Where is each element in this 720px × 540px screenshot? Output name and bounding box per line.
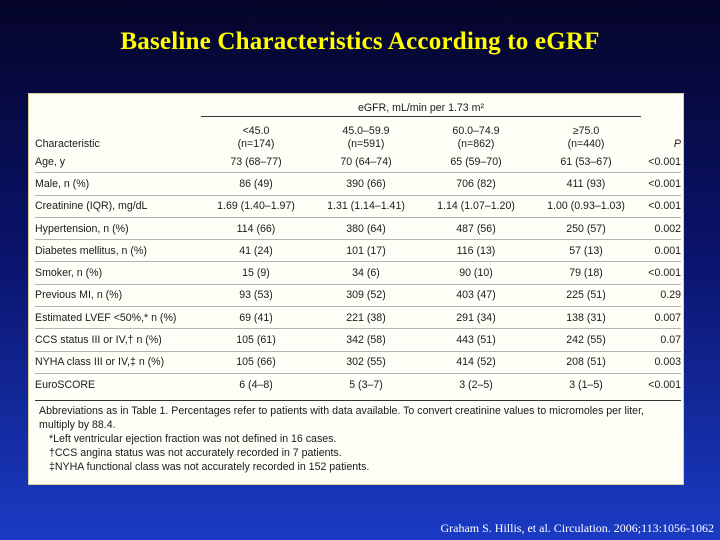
column-n: (n=591)	[347, 138, 385, 150]
cell: 414 (52)	[421, 351, 531, 373]
footnote-ccs: †CCS angina status was not accurately recorded in 7 patients.	[49, 447, 342, 459]
row-label: CCS status III or IV,† n (%)	[35, 329, 201, 351]
row-label: Smoker, n (%)	[35, 262, 201, 284]
table-row	[35, 173, 681, 195]
cell: 242 (55)	[531, 329, 641, 351]
p-value: 0.002	[641, 217, 681, 239]
column-header	[421, 117, 531, 152]
cell: 105 (66)	[201, 351, 311, 373]
cell: 1.31 (1.14–1.41)	[311, 195, 421, 217]
row-label: NYHA class III or IV,‡ n (%)	[35, 351, 201, 373]
cell: 86 (49)	[201, 173, 311, 195]
cell: 1.14 (1.07–1.20)	[421, 195, 531, 217]
p-value: <0.001	[648, 155, 681, 168]
cell: 34 (6)	[311, 262, 421, 284]
column-n: (n=440)	[567, 138, 605, 150]
cell: 411 (93)	[531, 173, 641, 195]
p-value: 0.001	[641, 240, 681, 262]
cell: 73 (68–77)	[230, 155, 282, 168]
row-label: Diabetes mellitus, n (%)	[35, 240, 201, 262]
egfr-group-header: eGFR, mL/min per 1.73 m²	[201, 99, 641, 117]
abbreviations-note: Abbreviations as in Table 1. Percentages refer to patients with data available. To convert creatinine values to micromoles per liter, multiply by 88.4.	[39, 405, 644, 431]
cell: 3 (1–5)	[531, 373, 641, 395]
table-row	[35, 195, 681, 217]
cell: 70 (64–74)	[340, 155, 392, 168]
column-n: (n=862)	[457, 138, 495, 150]
cell: 250 (57)	[531, 217, 641, 239]
cell: 443 (51)	[421, 329, 531, 351]
cell: 65 (59–70)	[450, 155, 502, 168]
cell: 390 (66)	[311, 173, 421, 195]
cell: 101 (17)	[311, 240, 421, 262]
p-value: <0.001	[641, 173, 681, 195]
cell: 291 (34)	[421, 307, 531, 329]
p-value: <0.001	[641, 195, 681, 217]
column-n: (n=174)	[237, 138, 275, 150]
cell: 93 (53)	[201, 284, 311, 306]
cell: 225 (51)	[531, 284, 641, 306]
column-header	[201, 117, 311, 152]
row-label: EuroSCORE	[35, 373, 201, 395]
p-value: <0.001	[641, 373, 681, 395]
cell: 90 (10)	[421, 262, 531, 284]
cell: 41 (24)	[201, 240, 311, 262]
footnote-nyha: ‡NYHA functional class was not accurately recorded in 152 patients.	[49, 461, 370, 473]
cell: 5 (3–7)	[311, 373, 421, 395]
column-header	[531, 117, 641, 152]
column-range: ≥75.0	[572, 125, 600, 137]
column-header	[311, 117, 421, 152]
cell: 138 (31)	[531, 307, 641, 329]
table-body	[35, 151, 681, 395]
cell: 116 (13)	[421, 240, 531, 262]
table-footnotes	[35, 400, 681, 474]
table-row	[35, 351, 681, 373]
cell: 1.69 (1.40–1.97)	[201, 195, 311, 217]
row-label: Hypertension, n (%)	[35, 217, 201, 239]
p-value-header: P	[673, 138, 681, 150]
column-range: <45.0	[242, 125, 270, 137]
cell: 57 (13)	[531, 240, 641, 262]
cell: 309 (52)	[311, 284, 421, 306]
column-range: 45.0–59.9	[342, 125, 390, 137]
footnote-lvef: *Left ventricular ejection fraction was not defined in 16 cases.	[49, 433, 337, 445]
p-value: <0.001	[641, 262, 681, 284]
row-label: Age, y	[35, 155, 66, 168]
table-row	[35, 284, 681, 306]
baseline-table	[35, 99, 681, 395]
slide-title: Baseline Characteristics According to eGRF	[120, 28, 600, 55]
cell: 6 (4–8)	[201, 373, 311, 395]
row-label: Male, n (%)	[35, 173, 201, 195]
cell: 3 (2–5)	[421, 373, 531, 395]
cell: 487 (56)	[421, 217, 531, 239]
group-header-row	[35, 99, 681, 117]
table-row	[35, 217, 681, 239]
column-range: 60.0–74.9	[452, 125, 500, 137]
cell: 208 (51)	[531, 351, 641, 373]
p-value: 0.007	[641, 307, 681, 329]
row-label: Previous MI, n (%)	[35, 284, 201, 306]
cell: 1.00 (0.93–1.03)	[531, 195, 641, 217]
cell: 221 (38)	[311, 307, 421, 329]
cell: 706 (82)	[421, 173, 531, 195]
citation: Graham S. Hillis, et al. Circulation. 2006;113:1056-1062	[440, 521, 714, 535]
row-label: Estimated LVEF <50%,* n (%)	[35, 307, 201, 329]
table-row	[35, 240, 681, 262]
table-panel	[28, 93, 684, 485]
column-header-row	[35, 117, 681, 152]
cell: 15 (9)	[201, 262, 311, 284]
cell: 403 (47)	[421, 284, 531, 306]
table-row	[35, 373, 681, 395]
cell: 105 (61)	[201, 329, 311, 351]
cell: 69 (41)	[201, 307, 311, 329]
characteristic-header: Characteristic	[35, 138, 100, 150]
cell: 79 (18)	[531, 262, 641, 284]
table-row	[35, 307, 681, 329]
row-label: Creatinine (IQR), mg/dL	[35, 195, 201, 217]
table-row	[35, 262, 681, 284]
table-row	[35, 329, 681, 351]
cell: 114 (66)	[201, 217, 311, 239]
p-value: 0.07	[641, 329, 681, 351]
cell: 61 (53–67)	[560, 155, 612, 168]
table-row	[35, 151, 681, 173]
p-value: 0.29	[641, 284, 681, 306]
cell: 302 (55)	[311, 351, 421, 373]
cell: 380 (64)	[311, 217, 421, 239]
p-value: 0.003	[641, 351, 681, 373]
cell: 342 (58)	[311, 329, 421, 351]
